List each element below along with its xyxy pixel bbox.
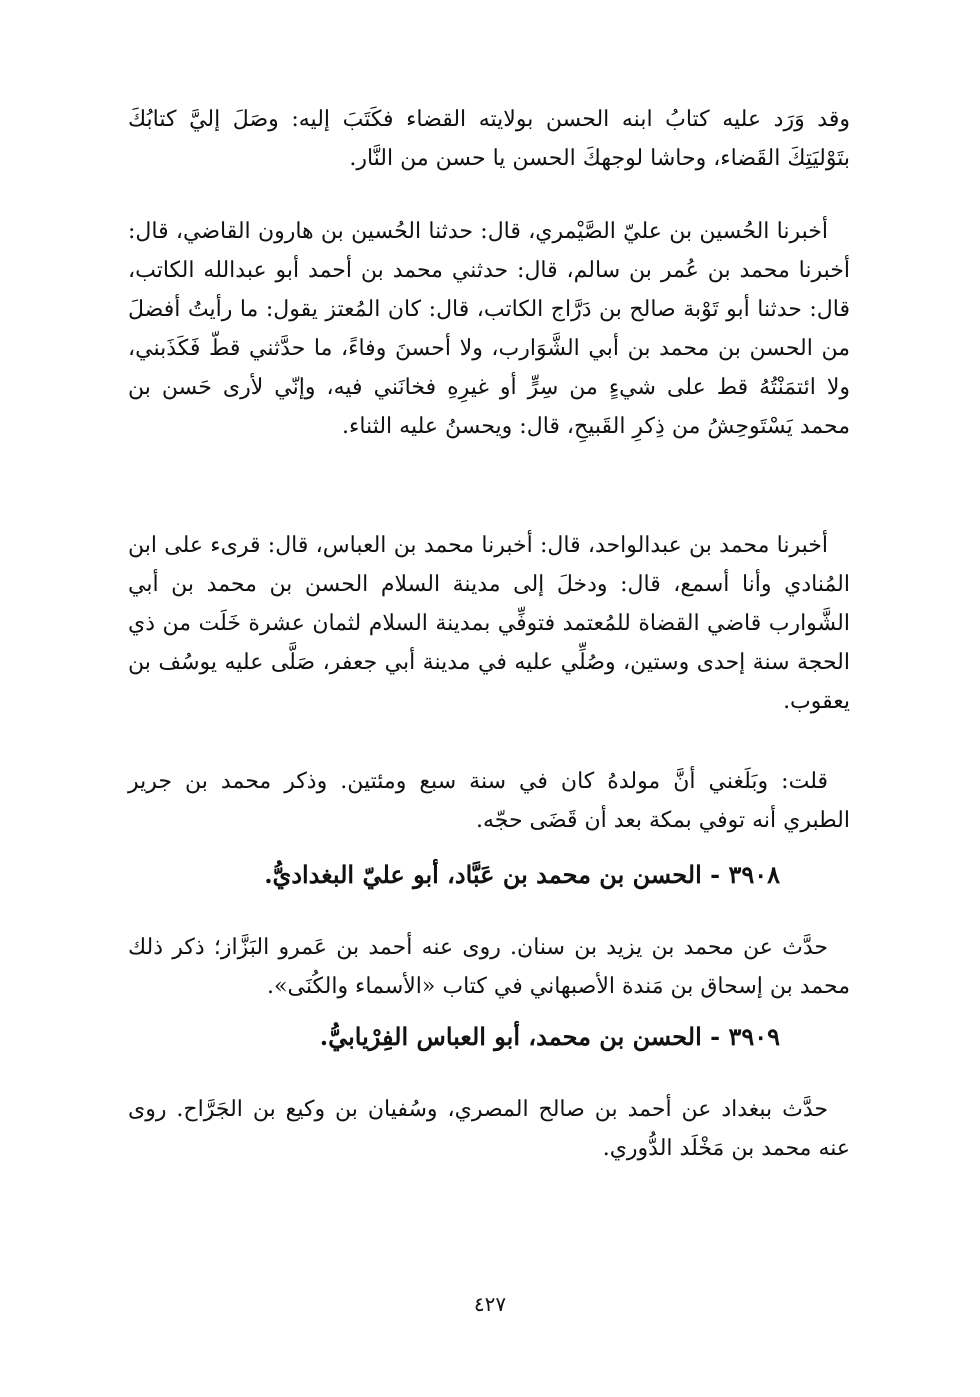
paragraph-text: قلت: وبَلَغني أنَّ مولدهُ كان في سنة سبع ومئتين. وذكر محمد بن جرير الطبري أنه توفي بمكة بعد أن قَضَى حجّه. (128, 769, 850, 833)
paragraph-text: حدَّث عن محمد بن يزيد بن سنان. روى عنه أحمد بن عَمرو البَزَّاز؛ ذكر ذلك محمد بن إسحاق بن مَندة الأصبهاني في كتاب «الأسماء والكُنَى». (128, 935, 850, 999)
paragraph-text: وقد وَرَد عليه كتابُ ابنه الحسن بولايته القضاء فكَتَبَ إليه: وصَلَ إليَّ كتابُكَ بتَوْليَتِكَ القَضاء، وحاشا لوجهكَ الحسن يا حسن من النَّار. (128, 107, 850, 171)
page-number: ٤٢٧ (473, 1292, 507, 1316)
entry-heading-3908: ٣٩٠٨ - الحسن بن محمد بن عَبَّاد، أبو عليّ البغداديُّ. (264, 860, 780, 889)
paragraph-6 (128, 1090, 850, 1168)
paragraph-text: أخبرنا الحُسين بن عليّ الصَّيْمري، قال: حدثنا الحُسين بن هارون القاضي، قال: أخبرنا محمد بن عُمر بن سالم، قال: حدثني محمد بن أحمد أبو عبدالله الكاتب، قال: حدثنا أبو تَوْبة صالح بن دَرَّاج الكاتب، قال: كان المُعتز يقول: ما رأيتُ أفضلَ من الحسن بن محمد بن أبي الشَّوَارب، ولا أحسنَ وفاءً، ما حدَّثني قطّ فَكَذَبني، ولا ائتمَنْتُهُ قط على شيءٍ من سِرٍّ أو غيرِهِ فخانَني فيه، وإنّي لأرى حَسن بن محمد يَسْتَوحِشُ من ذِكرِ القَبيحِ، قال: ويحسنُ عليه الثناء. (128, 219, 850, 439)
paragraph-5 (128, 928, 850, 1006)
paragraph-text: أخبرنا محمد بن عبدالواحد، قال: أخبرنا محمد بن العباس، قال: قرىء على ابن المُنادي وأنا أسمع، قال: ودخلَ إلى مدينة السلام الحسن بن محمد بن أبي الشَّوارب قاضي القضاة للمُعتمد فتوفِّي بمدينة السلام لثمان عشرة خَلَت من ذي الحجة سنة إحدى وستين، وصُلِّي عليه في مدينة أبي جعفر، صَلَّى عليه يوسُف بن يعقوب. (128, 533, 850, 714)
paragraph-2 (128, 212, 850, 446)
paragraph-text: حدَّث ببغداد عن أحمد بن صالح المصري، وسُفيان بن وكيع بن الجَرَّاح. روى عنه محمد بن مَخْلَد الدُّوري. (128, 1097, 850, 1161)
paragraph-3 (128, 526, 850, 721)
paragraph-4 (128, 762, 850, 840)
paragraph-1 (128, 100, 850, 178)
entry-heading-3909: ٣٩٠٩ - الحسن بن محمد، أبو العباس الفِرْيابيُّ. (319, 1022, 780, 1051)
